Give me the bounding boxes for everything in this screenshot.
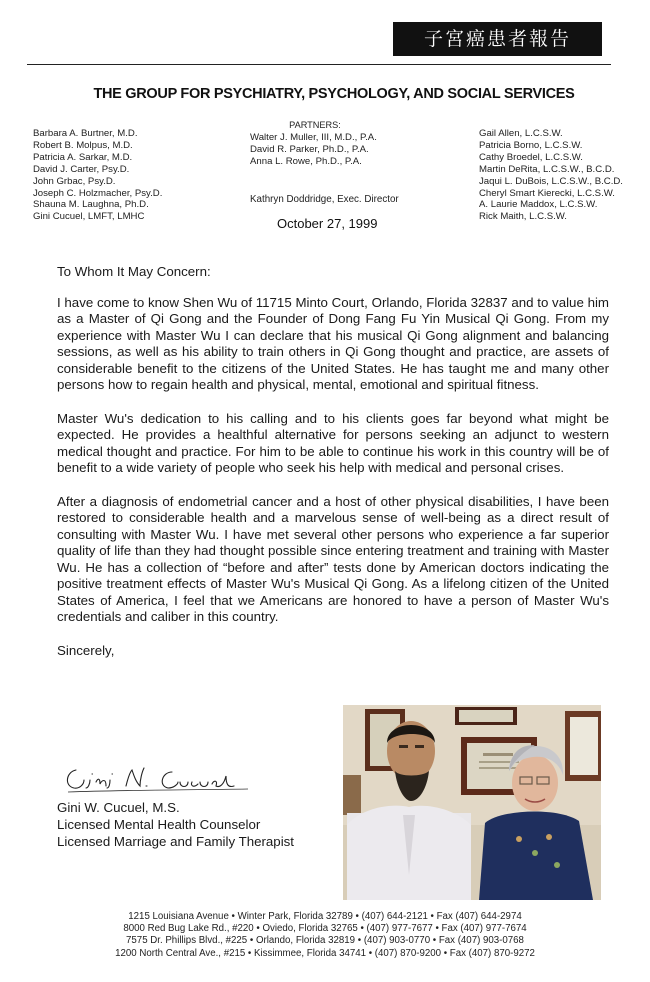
staff-list-left [33, 128, 162, 223]
partner-name: Anna L. Rowe, Ph.D., P.A. [250, 155, 362, 167]
partners-list [250, 120, 380, 168]
staff-name: Patricia Borno, L.C.S.W. [479, 139, 583, 151]
handwritten-signature [62, 760, 252, 796]
address-line: 1215 Louisiana Avenue • Winter Park, Florida 32789 • (407) 644-2121 • Fax (407) 644-2974 [128, 911, 522, 922]
staff-name: Shauna M. Laughna, Ph.D. [33, 199, 149, 211]
staff-name: Cathy Broedel, L.C.S.W. [479, 151, 583, 163]
staff-name: Cheryl Smart Kierecki, L.C.S.W. [479, 187, 615, 199]
letter-paragraph: After a diagnosis of endometrial cancer and a host of other physical disabilities, I have been restored to considerable health and a marvelous sense of well-being as a direct result of consulting with Master Wu. I have met several other persons who experience a far superior quality of life than they had thought possible since entering treatment and training with Master Wu. He has a collection of “before and after” tests done by American doctors indicating the positive treatment effects of Master Wu's Musical Qi Gong. As a lifelong citizen of the United States of America, I feel that we Americans are honored to have a person of Master Wu's credentials and caliber in this country. [57, 493, 609, 624]
staff-name: Gini Cucuel, LMFT, LMHC [33, 211, 145, 223]
title-banner: 子宮癌患者報告 [393, 22, 602, 56]
header-divider [27, 64, 611, 65]
photo-two-people [343, 705, 601, 900]
letter-paragraph: Master Wu's dedication to his calling and to his clients goes far beyond what might be expected. He provides a healthful alternative for persons seeking an adjunct to western medical thought and practice. For him to be able to continue his work in this country will be of benefit to a wide variety of people who seek his help with medical and personal crises. [57, 410, 609, 475]
partner-name: David R. Parker, Ph.D., P.A. [250, 143, 369, 155]
staff-name: Gail Allen, L.C.S.W. [479, 128, 563, 139]
staff-name: A. Laurie Maddox, L.C.S.W. [479, 199, 598, 211]
signature-block [57, 799, 294, 850]
staff-name: John Grbac, Psy.D. [33, 175, 116, 187]
signer-title: Licensed Marriage and Family Therapist [57, 834, 294, 849]
partner-name: Walter J. Muller, III, M.D., P.A. [250, 131, 377, 143]
staff-name: Joseph C. Holzmacher, Psy.D. [33, 187, 163, 199]
staff-name: David J. Carter, Psy.D. [33, 163, 130, 175]
staff-name: Barbara A. Burtner, M.D. [33, 128, 138, 139]
organization-title: THE GROUP FOR PSYCHIATRY, PSYCHOLOGY, AND SOCIAL SERVICES [93, 86, 575, 102]
salutation: To Whom It May Concern: [57, 264, 211, 279]
signer-title: Licensed Mental Health Counselor [57, 817, 261, 832]
staff-name: Jaqui L. DuBois, L.C.S.W., B.C.D. [479, 175, 623, 187]
staff-name: Robert B. Molpus, M.D. [33, 139, 133, 151]
partners-heading: PARTNERS: [289, 120, 341, 130]
letter-date: October 27, 1999 [277, 216, 378, 231]
letter-paragraph: I have come to know Shen Wu of 11715 Minto Court, Orlando, Florida 32837 and to value him as a Master of Qi Gong and the Founder of Dong Fang Fu Yin Musical Qi Gong. From my experience with Master Wu I can declare that his musical Qi Gong alignment and balancing sessions, as well as his ability to train others in Qi Gong thought and practice, are assets of considerable benefit to the citizens of the United States. He has taught me and many other persons how to regain health and physical, mental, emotional and spiritual fitness. [57, 294, 609, 392]
signer-name: Gini W. Cucuel, M.S. [57, 800, 180, 815]
staff-name: Rick Maith, L.C.S.W. [479, 211, 567, 223]
staff-name: Martin DeRita, L.C.S.W., B.C.D. [479, 163, 615, 175]
address-line: 7575 Dr. Phillips Blvd., #225 • Orlando, Florida 32819 • (407) 903-0770 • Fax (407) 903-0768 [126, 935, 524, 947]
address-line: 1200 North Central Ave., #215 • Kissimmee, Florida 34741 • (407) 870-9200 • Fax (407) 870-9272 [115, 947, 535, 959]
letter-body [57, 264, 609, 659]
staff-name: Patricia A. Sarkar, M.D. [33, 151, 133, 163]
office-addresses [0, 911, 650, 960]
executive-director: Kathryn Doddridge, Exec. Director [250, 194, 399, 205]
closing: Sincerely, [57, 642, 115, 658]
address-line: 8000 Red Bug Lake Rd., #220 • Oviedo, Florida 32765 • (407) 977-7677 • Fax (407) 977-7674 [123, 923, 527, 935]
staff-list-right [479, 128, 623, 223]
